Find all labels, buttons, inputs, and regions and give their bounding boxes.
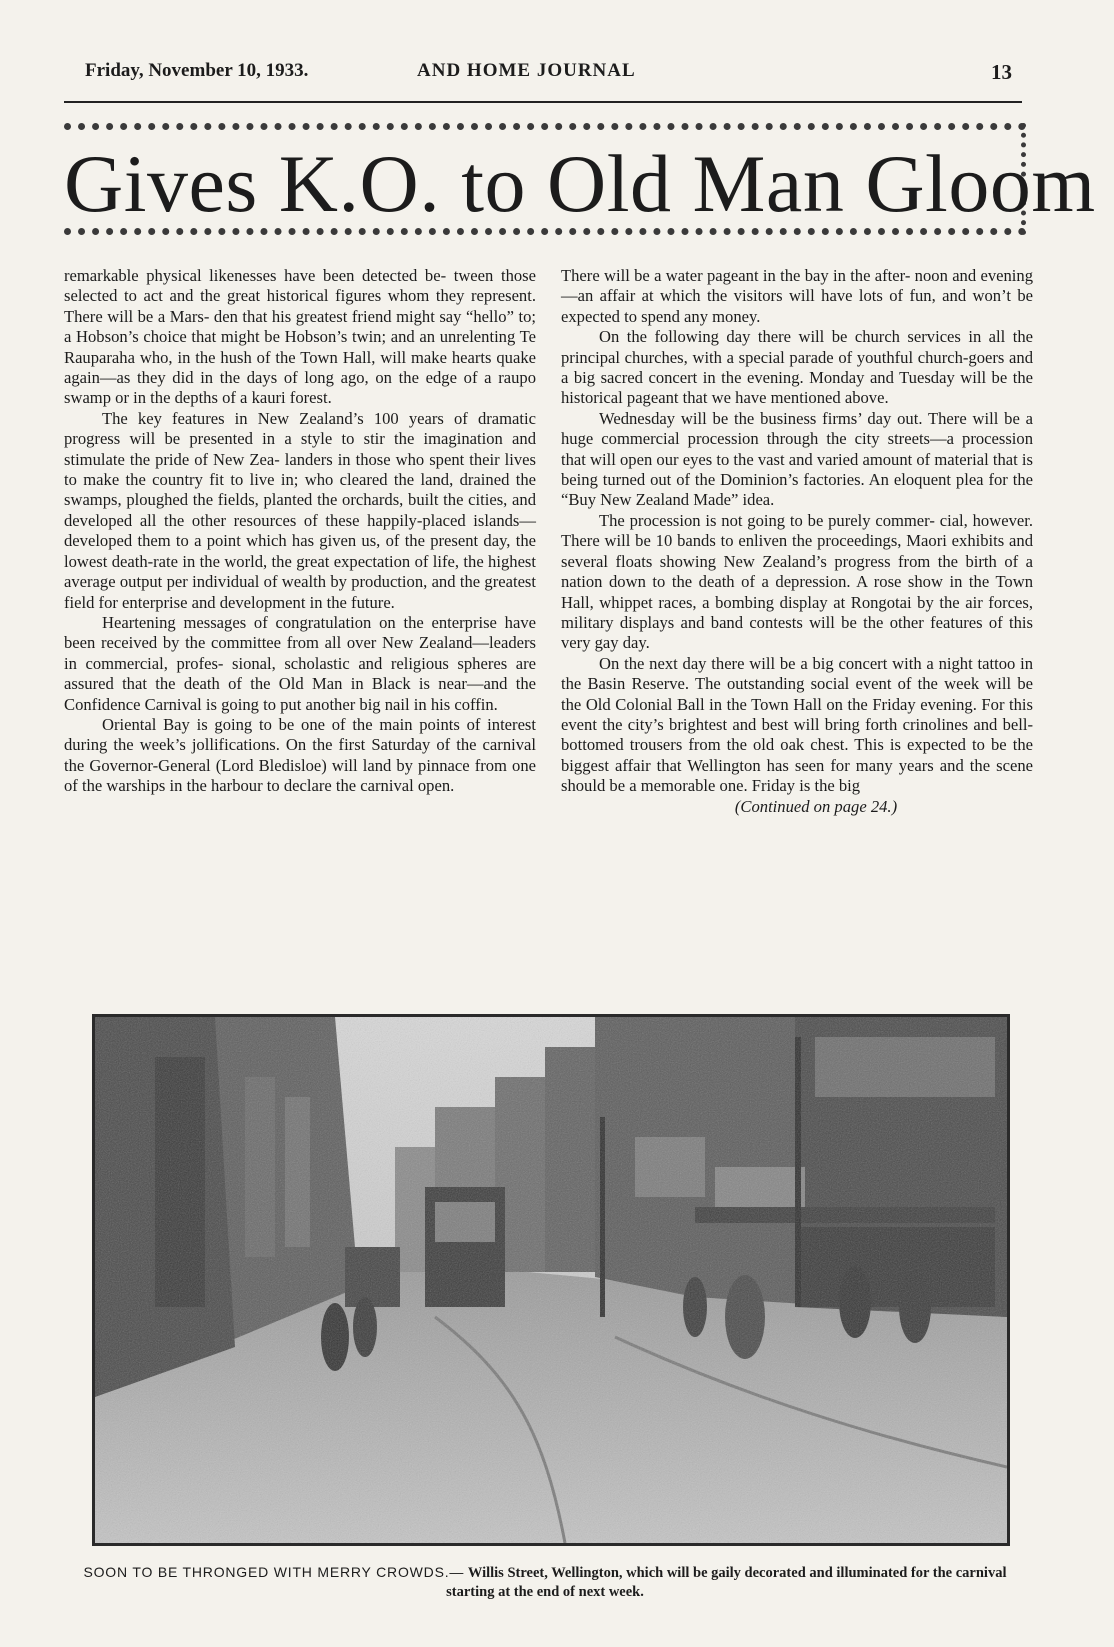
paragraph: Oriental Bay is going to be one of the main points of interest during the week’s jollifications. On the first Saturday of the carnival the Governor-General (Lord Bledisloe) will land by pinnace from one of the warships in the harbour to declare the carnival open.: [64, 714, 536, 796]
paragraph: The procession is not going to be purely commer- cial, however. There will be 10 bands to enliven the proceedings, Maori exhibits and several floats showing New Zealand’s progress from the birth of a nation down to the death of a depression. A rose show in the Town Hall, whippet races, a bombing display at Rongotai by the air forces, military displays and band contests will be the other features of this very gay day.: [561, 510, 1033, 653]
header-rule: [64, 101, 1022, 103]
caption-lead: SOON TO BE THRONGED WITH MERRY CROWDS.—: [83, 1564, 465, 1580]
headline: Gives K.O. to Old Man Gloom: [64, 138, 1096, 229]
street-scene-illustration: [95, 1017, 1007, 1543]
article-column-left: [64, 266, 536, 797]
running-head: [85, 60, 1012, 90]
paragraph: Wednesday will be the business firms’ day out. There will be a huge commercial procession through the city streets—a procession that will open our eyes to the vast and varied amount of material that is being turned out of the Dominion’s factories. An eloquent plea for the “Buy New Zealand Made” idea.: [561, 408, 1033, 510]
page-number: 13: [991, 60, 1012, 84]
journal-name: AND HOME JOURNAL: [417, 60, 636, 81]
caption-body: Willis Street, Wellington, which will be gaily decorated and illuminated for the carnival starting at the end of next week.: [446, 1565, 1007, 1600]
paragraph: There will be a water pageant in the bay in the after- noon and evening—an affair at which the visitors will have lots of fun, and won’t be expected to spend any money.: [561, 266, 1033, 326]
article-column-right: [561, 266, 1033, 817]
paragraph: The key features in New Zealand’s 100 years of dramatic progress will be presented in a style to stir the imagination and stimulate the pride of New Zea- landers in those who spent their lives to make the country fit to live in; who cleared the land, drained the swamps, ploughed the fields, planted the orchards, built the cities, and developed all the other resources of these happily-placed islands—developed them to a point which has given us, of the present day, the lowest death-rate in the world, the great expectation of life, the highest average output per individual of wealth by production, and the greatest field for enterprise and development in the future.: [64, 408, 536, 612]
paragraph: On the following day there will be church services in all the principal churches, with a special parade of youthful church-goers and a big sacred concert in the evening. Monday and Tuesday will be the historical pageant that we have mentioned above.: [561, 327, 1033, 408]
paragraph: Heartening messages of congratulation on the enterprise have been received by the committee from all over New Zealand—leaders in commercial, profes- sional, scholastic and religious spheres are assured that the death of the Old Man in Black is near—and the Confidence Carnival is going to put another big nail in his coffin.: [64, 612, 536, 714]
street-photograph: [92, 1014, 1010, 1546]
paragraph: remarkable physical likenesses have been detected be- tween those selected to act and the great historical figures whom they represent. There will be a Mars- den that his greatest friend might say “hello” to; a Hobson’s choice that might be Hobson’s twin; and an unrelenting Te Rauparaha who, in the hush of the Town Hall, will make hearts quake again—as they did in the days of long ago, on the edge of a raupo swamp or in the depths of a kauri forest.: [64, 266, 536, 408]
continued-notice: (Continued on page 24.): [734, 796, 898, 816]
headline-frame: [64, 123, 1096, 235]
photo-caption: [64, 1563, 1026, 1602]
paragraph: On the next day there will be a big concert with a night tattoo in the Basin Reserve. The outstanding social event of the week will be the Old Colonial Ball in the Town Hall on the Friday evening. For this event the city’s brightest and best will bring forth crinolines and bell-bottomed trousers from the old oak chest. This is expected to be the biggest affair that Wellington has seen for many years and the scene should be a memorable one. Friday is the big: [561, 653, 1033, 796]
issue-date: Friday, November 10, 1933.: [85, 60, 309, 81]
